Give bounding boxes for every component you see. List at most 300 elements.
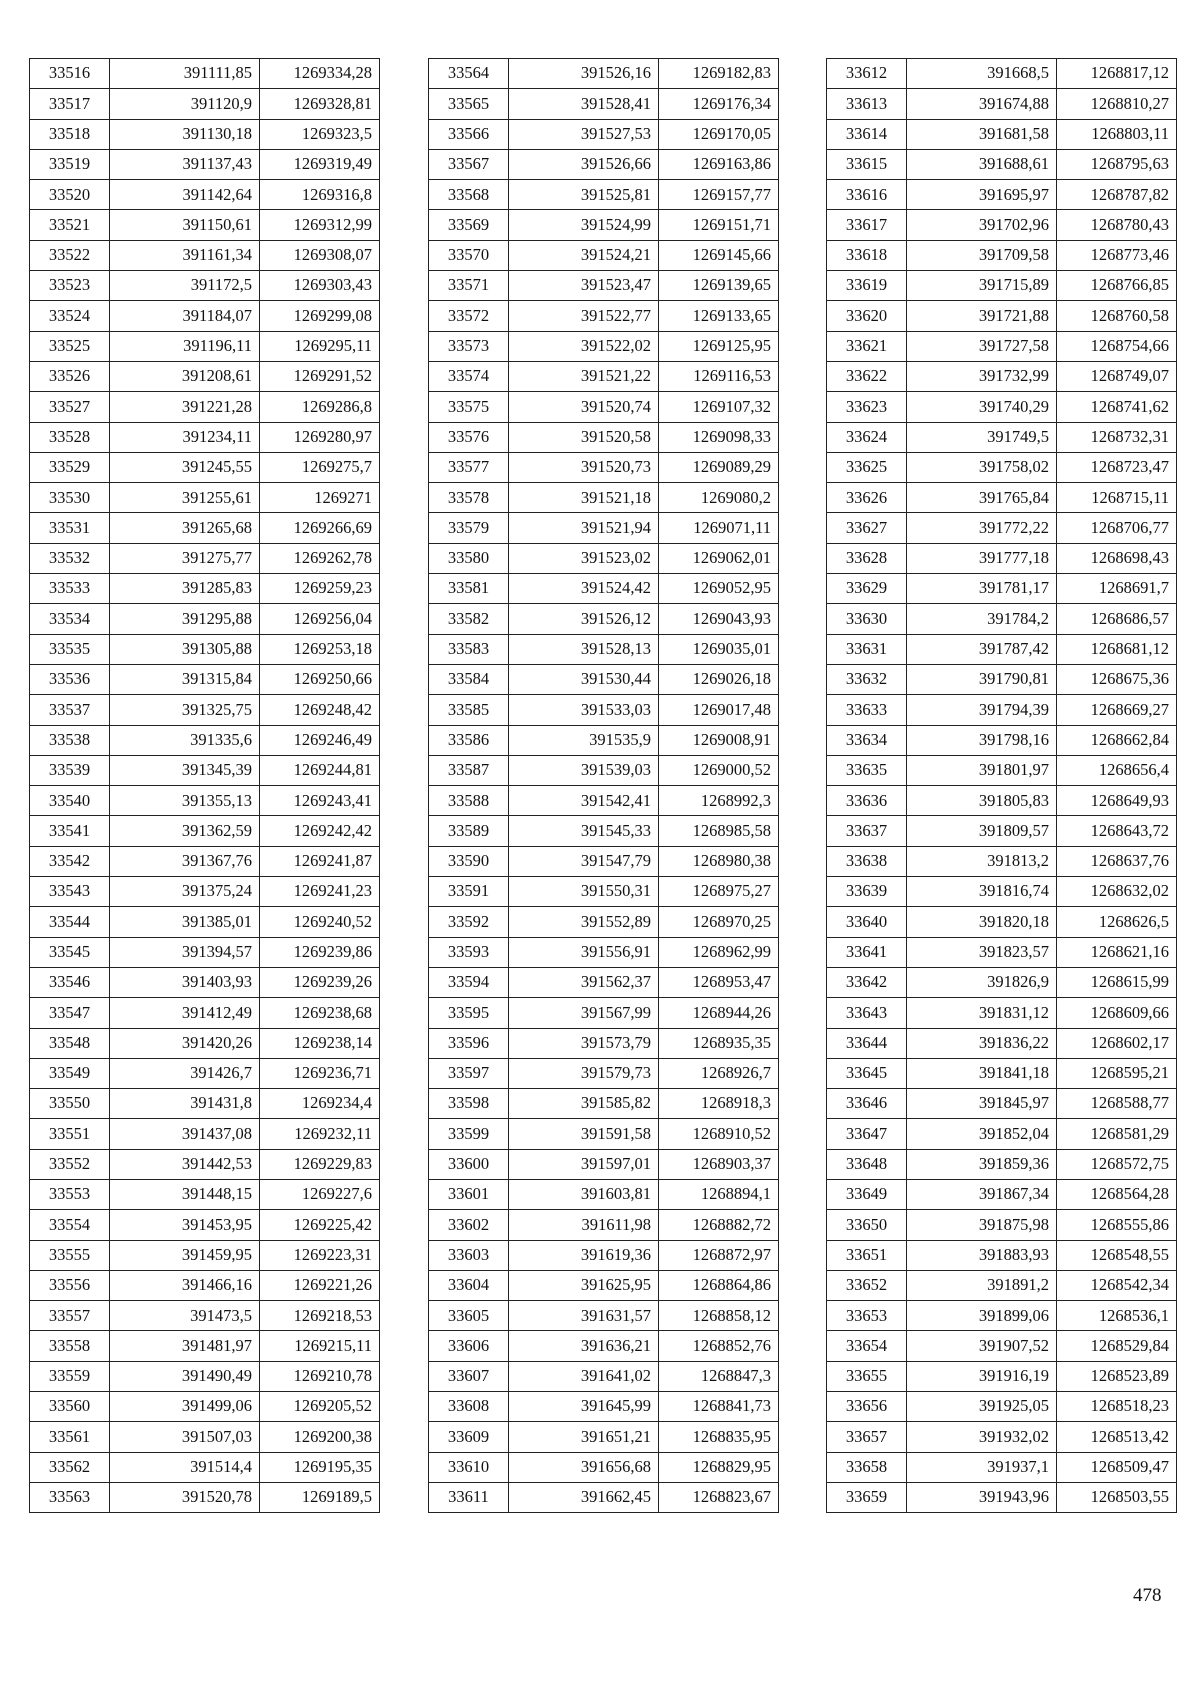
table-row bbox=[827, 89, 1177, 119]
y-coordinate-cell: 1268835,95 bbox=[659, 1422, 779, 1452]
table-row bbox=[429, 604, 779, 634]
table-row bbox=[429, 998, 779, 1028]
y-coordinate-cell: 1268926,7 bbox=[659, 1058, 779, 1088]
y-coordinate-cell: 1269043,93 bbox=[659, 604, 779, 634]
point-number-cell: 33655 bbox=[827, 1361, 907, 1391]
x-coordinate-cell: 391172,5 bbox=[110, 271, 260, 301]
x-coordinate-cell: 391688,61 bbox=[907, 149, 1057, 179]
point-number-cell: 33586 bbox=[429, 725, 509, 755]
table-row bbox=[827, 513, 1177, 543]
y-coordinate-cell: 1269151,71 bbox=[659, 210, 779, 240]
table-row bbox=[827, 452, 1177, 482]
table-row bbox=[429, 1452, 779, 1482]
table-row bbox=[827, 1089, 1177, 1119]
table-row bbox=[827, 574, 1177, 604]
y-coordinate-cell: 1268741,62 bbox=[1057, 392, 1177, 422]
point-number-cell: 33566 bbox=[429, 119, 509, 149]
point-number-cell: 33638 bbox=[827, 846, 907, 876]
x-coordinate-cell: 391355,13 bbox=[110, 786, 260, 816]
table-row bbox=[827, 1270, 1177, 1300]
x-coordinate-cell: 391727,58 bbox=[907, 331, 1057, 361]
table-row bbox=[30, 271, 380, 301]
table-row bbox=[30, 513, 380, 543]
table-row bbox=[827, 1331, 1177, 1361]
x-coordinate-cell: 391521,22 bbox=[509, 361, 659, 391]
x-coordinate-cell: 391325,75 bbox=[110, 695, 260, 725]
table-row bbox=[30, 634, 380, 664]
point-number-cell: 33627 bbox=[827, 513, 907, 543]
point-number-cell: 33553 bbox=[30, 1179, 110, 1209]
point-number-cell: 33534 bbox=[30, 604, 110, 634]
table-row bbox=[429, 1149, 779, 1179]
x-coordinate-cell: 391539,03 bbox=[509, 755, 659, 785]
x-coordinate-cell: 391550,31 bbox=[509, 877, 659, 907]
table-row bbox=[827, 1028, 1177, 1058]
table-row bbox=[827, 1179, 1177, 1209]
x-coordinate-cell: 391522,02 bbox=[509, 331, 659, 361]
point-number-cell: 33557 bbox=[30, 1301, 110, 1331]
table-row bbox=[429, 816, 779, 846]
table-row bbox=[30, 1331, 380, 1361]
y-coordinate-cell: 1269145,66 bbox=[659, 240, 779, 270]
table-row bbox=[827, 695, 1177, 725]
table-row bbox=[30, 664, 380, 694]
y-coordinate-cell: 1268649,93 bbox=[1057, 786, 1177, 816]
y-coordinate-cell: 1269218,53 bbox=[260, 1301, 380, 1331]
point-number-cell: 33544 bbox=[30, 907, 110, 937]
y-coordinate-cell: 1268970,25 bbox=[659, 907, 779, 937]
x-coordinate-cell: 391345,39 bbox=[110, 755, 260, 785]
y-coordinate-cell: 1268787,82 bbox=[1057, 180, 1177, 210]
x-coordinate-cell: 391645,99 bbox=[509, 1392, 659, 1422]
table-row bbox=[429, 1361, 779, 1391]
x-coordinate-cell: 391490,49 bbox=[110, 1361, 260, 1391]
point-number-cell: 33642 bbox=[827, 967, 907, 997]
table-row bbox=[30, 574, 380, 604]
y-coordinate-cell: 1269215,11 bbox=[260, 1331, 380, 1361]
y-coordinate-cell: 1268602,17 bbox=[1057, 1028, 1177, 1058]
y-coordinate-cell: 1268841,73 bbox=[659, 1392, 779, 1422]
x-coordinate-cell: 391816,74 bbox=[907, 877, 1057, 907]
x-coordinate-cell: 391545,33 bbox=[509, 816, 659, 846]
point-number-cell: 33597 bbox=[429, 1058, 509, 1088]
point-number-cell: 33601 bbox=[429, 1179, 509, 1209]
point-number-cell: 33518 bbox=[30, 119, 110, 149]
y-coordinate-cell: 1268795,63 bbox=[1057, 149, 1177, 179]
y-coordinate-cell: 1269303,43 bbox=[260, 271, 380, 301]
coordinates-table-3 bbox=[826, 58, 1177, 1513]
y-coordinate-cell: 1268754,66 bbox=[1057, 331, 1177, 361]
x-coordinate-cell: 391801,97 bbox=[907, 755, 1057, 785]
table-row bbox=[30, 1482, 380, 1512]
table-row bbox=[827, 392, 1177, 422]
y-coordinate-cell: 1269062,01 bbox=[659, 543, 779, 573]
table-row bbox=[429, 1422, 779, 1452]
x-coordinate-cell: 391305,88 bbox=[110, 634, 260, 664]
y-coordinate-cell: 1269253,18 bbox=[260, 634, 380, 664]
table-row bbox=[429, 361, 779, 391]
table-row bbox=[827, 664, 1177, 694]
y-coordinate-cell: 1269223,31 bbox=[260, 1240, 380, 1270]
table-row bbox=[827, 998, 1177, 1028]
table-row bbox=[827, 1240, 1177, 1270]
point-number-cell: 33609 bbox=[429, 1422, 509, 1452]
point-number-cell: 33632 bbox=[827, 664, 907, 694]
x-coordinate-cell: 391781,17 bbox=[907, 574, 1057, 604]
x-coordinate-cell: 391275,77 bbox=[110, 543, 260, 573]
x-coordinate-cell: 391823,57 bbox=[907, 937, 1057, 967]
x-coordinate-cell: 391265,68 bbox=[110, 513, 260, 543]
x-coordinate-cell: 391520,73 bbox=[509, 452, 659, 482]
table-row bbox=[827, 1119, 1177, 1149]
table-row bbox=[827, 422, 1177, 452]
point-number-cell: 33572 bbox=[429, 301, 509, 331]
point-number-cell: 33546 bbox=[30, 967, 110, 997]
point-number-cell: 33519 bbox=[30, 149, 110, 179]
x-coordinate-cell: 391523,02 bbox=[509, 543, 659, 573]
point-number-cell: 33573 bbox=[429, 331, 509, 361]
y-coordinate-cell: 1268829,95 bbox=[659, 1452, 779, 1482]
point-number-cell: 33603 bbox=[429, 1240, 509, 1270]
y-coordinate-cell: 1269205,52 bbox=[260, 1392, 380, 1422]
point-number-cell: 33650 bbox=[827, 1210, 907, 1240]
y-coordinate-cell: 1268817,12 bbox=[1057, 59, 1177, 89]
y-coordinate-cell: 1269280,97 bbox=[260, 422, 380, 452]
x-coordinate-cell: 391867,34 bbox=[907, 1179, 1057, 1209]
x-coordinate-cell: 391813,2 bbox=[907, 846, 1057, 876]
x-coordinate-cell: 391943,96 bbox=[907, 1482, 1057, 1512]
y-coordinate-cell: 1268536,1 bbox=[1057, 1301, 1177, 1331]
table-row bbox=[429, 422, 779, 452]
point-number-cell: 33594 bbox=[429, 967, 509, 997]
y-coordinate-cell: 1269312,99 bbox=[260, 210, 380, 240]
point-number-cell: 33561 bbox=[30, 1422, 110, 1452]
y-coordinate-cell: 1268615,99 bbox=[1057, 967, 1177, 997]
table-row bbox=[30, 1119, 380, 1149]
point-number-cell: 33625 bbox=[827, 452, 907, 482]
x-coordinate-cell: 391453,95 bbox=[110, 1210, 260, 1240]
table-row bbox=[827, 149, 1177, 179]
point-number-cell: 33630 bbox=[827, 604, 907, 634]
table-row bbox=[429, 664, 779, 694]
x-coordinate-cell: 391709,58 bbox=[907, 240, 1057, 270]
table-row bbox=[827, 301, 1177, 331]
table-row bbox=[30, 967, 380, 997]
table-row bbox=[429, 967, 779, 997]
x-coordinate-cell: 391784,2 bbox=[907, 604, 1057, 634]
coordinates-table-1 bbox=[29, 58, 380, 1513]
point-number-cell: 33591 bbox=[429, 877, 509, 907]
point-number-cell: 33614 bbox=[827, 119, 907, 149]
point-number-cell: 33623 bbox=[827, 392, 907, 422]
y-coordinate-cell: 1269221,26 bbox=[260, 1270, 380, 1300]
table-row bbox=[30, 1240, 380, 1270]
x-coordinate-cell: 391437,08 bbox=[110, 1119, 260, 1149]
y-coordinate-cell: 1269107,32 bbox=[659, 392, 779, 422]
table-row bbox=[30, 59, 380, 89]
table-row bbox=[30, 786, 380, 816]
point-number-cell: 33621 bbox=[827, 331, 907, 361]
point-number-cell: 33588 bbox=[429, 786, 509, 816]
y-coordinate-cell: 1268656,4 bbox=[1057, 755, 1177, 785]
point-number-cell: 33656 bbox=[827, 1392, 907, 1422]
table-row bbox=[827, 634, 1177, 664]
point-number-cell: 33537 bbox=[30, 695, 110, 725]
point-number-cell: 33516 bbox=[30, 59, 110, 89]
table-row bbox=[429, 634, 779, 664]
x-coordinate-cell: 391526,12 bbox=[509, 604, 659, 634]
x-coordinate-cell: 391749,5 bbox=[907, 422, 1057, 452]
point-number-cell: 33552 bbox=[30, 1149, 110, 1179]
table-row bbox=[827, 816, 1177, 846]
y-coordinate-cell: 1268962,99 bbox=[659, 937, 779, 967]
y-coordinate-cell: 1268872,97 bbox=[659, 1240, 779, 1270]
table-row bbox=[827, 1149, 1177, 1179]
point-number-cell: 33626 bbox=[827, 483, 907, 513]
y-coordinate-cell: 1268662,84 bbox=[1057, 725, 1177, 755]
y-coordinate-cell: 1268675,36 bbox=[1057, 664, 1177, 694]
x-coordinate-cell: 391431,8 bbox=[110, 1089, 260, 1119]
x-coordinate-cell: 391841,18 bbox=[907, 1058, 1057, 1088]
point-number-cell: 33551 bbox=[30, 1119, 110, 1149]
x-coordinate-cell: 391798,16 bbox=[907, 725, 1057, 755]
x-coordinate-cell: 391925,05 bbox=[907, 1392, 1057, 1422]
point-number-cell: 33646 bbox=[827, 1089, 907, 1119]
table-row bbox=[30, 1270, 380, 1300]
x-coordinate-cell: 391611,98 bbox=[509, 1210, 659, 1240]
x-coordinate-cell: 391375,24 bbox=[110, 877, 260, 907]
x-coordinate-cell: 391668,5 bbox=[907, 59, 1057, 89]
table-row bbox=[30, 1392, 380, 1422]
x-coordinate-cell: 391883,93 bbox=[907, 1240, 1057, 1270]
point-number-cell: 33538 bbox=[30, 725, 110, 755]
table-row bbox=[30, 1210, 380, 1240]
x-coordinate-cell: 391836,22 bbox=[907, 1028, 1057, 1058]
y-coordinate-cell: 1269262,78 bbox=[260, 543, 380, 573]
y-coordinate-cell: 1269227,6 bbox=[260, 1179, 380, 1209]
y-coordinate-cell: 1269125,95 bbox=[659, 331, 779, 361]
x-coordinate-cell: 391562,37 bbox=[509, 967, 659, 997]
x-coordinate-cell: 391859,36 bbox=[907, 1149, 1057, 1179]
point-number-cell: 33525 bbox=[30, 331, 110, 361]
y-coordinate-cell: 1268686,57 bbox=[1057, 604, 1177, 634]
x-coordinate-cell: 391234,11 bbox=[110, 422, 260, 452]
y-coordinate-cell: 1268529,84 bbox=[1057, 1331, 1177, 1361]
table-row bbox=[827, 59, 1177, 89]
y-coordinate-cell: 1268882,72 bbox=[659, 1210, 779, 1240]
point-number-cell: 33645 bbox=[827, 1058, 907, 1088]
y-coordinate-cell: 1269319,49 bbox=[260, 149, 380, 179]
point-number-cell: 33618 bbox=[827, 240, 907, 270]
point-number-cell: 33590 bbox=[429, 846, 509, 876]
x-coordinate-cell: 391522,77 bbox=[509, 301, 659, 331]
point-number-cell: 33528 bbox=[30, 422, 110, 452]
table-row bbox=[429, 574, 779, 604]
y-coordinate-cell: 1268858,12 bbox=[659, 1301, 779, 1331]
point-number-cell: 33592 bbox=[429, 907, 509, 937]
y-coordinate-cell: 1268588,77 bbox=[1057, 1089, 1177, 1119]
y-coordinate-cell: 1268595,21 bbox=[1057, 1058, 1177, 1088]
x-coordinate-cell: 391403,93 bbox=[110, 967, 260, 997]
table-row bbox=[30, 816, 380, 846]
point-number-cell: 33547 bbox=[30, 998, 110, 1028]
y-coordinate-cell: 1269248,42 bbox=[260, 695, 380, 725]
x-coordinate-cell: 391787,42 bbox=[907, 634, 1057, 664]
y-coordinate-cell: 1269246,49 bbox=[260, 725, 380, 755]
x-coordinate-cell: 391111,85 bbox=[110, 59, 260, 89]
x-coordinate-cell: 391499,06 bbox=[110, 1392, 260, 1422]
x-coordinate-cell: 391547,79 bbox=[509, 846, 659, 876]
y-coordinate-cell: 1268903,37 bbox=[659, 1149, 779, 1179]
x-coordinate-cell: 391367,76 bbox=[110, 846, 260, 876]
x-coordinate-cell: 391597,01 bbox=[509, 1149, 659, 1179]
table-row bbox=[429, 271, 779, 301]
table-row bbox=[429, 513, 779, 543]
x-coordinate-cell: 391524,99 bbox=[509, 210, 659, 240]
point-number-cell: 33517 bbox=[30, 89, 110, 119]
point-number-cell: 33605 bbox=[429, 1301, 509, 1331]
x-coordinate-cell: 391285,83 bbox=[110, 574, 260, 604]
x-coordinate-cell: 391394,57 bbox=[110, 937, 260, 967]
table-row bbox=[827, 1058, 1177, 1088]
x-coordinate-cell: 391937,1 bbox=[907, 1452, 1057, 1482]
x-coordinate-cell: 391524,21 bbox=[509, 240, 659, 270]
point-number-cell: 33631 bbox=[827, 634, 907, 664]
x-coordinate-cell: 391631,57 bbox=[509, 1301, 659, 1331]
table-row bbox=[30, 543, 380, 573]
x-coordinate-cell: 391674,88 bbox=[907, 89, 1057, 119]
point-number-cell: 33543 bbox=[30, 877, 110, 907]
point-number-cell: 33549 bbox=[30, 1058, 110, 1088]
point-number-cell: 33567 bbox=[429, 149, 509, 179]
table-row bbox=[827, 786, 1177, 816]
x-coordinate-cell: 391527,53 bbox=[509, 119, 659, 149]
table-row bbox=[827, 1210, 1177, 1240]
table-row bbox=[827, 1452, 1177, 1482]
x-coordinate-cell: 391567,99 bbox=[509, 998, 659, 1028]
x-coordinate-cell: 391852,04 bbox=[907, 1119, 1057, 1149]
y-coordinate-cell: 1268780,43 bbox=[1057, 210, 1177, 240]
table-row bbox=[429, 1119, 779, 1149]
x-coordinate-cell: 391715,89 bbox=[907, 271, 1057, 301]
y-coordinate-cell: 1269189,5 bbox=[260, 1482, 380, 1512]
point-number-cell: 33593 bbox=[429, 937, 509, 967]
x-coordinate-cell: 391875,98 bbox=[907, 1210, 1057, 1240]
y-coordinate-cell: 1268732,31 bbox=[1057, 422, 1177, 452]
point-number-cell: 33539 bbox=[30, 755, 110, 785]
table-row bbox=[30, 1149, 380, 1179]
y-coordinate-cell: 1269200,38 bbox=[260, 1422, 380, 1452]
point-number-cell: 33522 bbox=[30, 240, 110, 270]
point-number-cell: 33615 bbox=[827, 149, 907, 179]
point-number-cell: 33523 bbox=[30, 271, 110, 301]
point-number-cell: 33530 bbox=[30, 483, 110, 513]
x-coordinate-cell: 391585,82 bbox=[509, 1089, 659, 1119]
y-coordinate-cell: 1269026,18 bbox=[659, 664, 779, 694]
x-coordinate-cell: 391385,01 bbox=[110, 907, 260, 937]
point-number-cell: 33582 bbox=[429, 604, 509, 634]
table-row bbox=[429, 301, 779, 331]
y-coordinate-cell: 1269163,86 bbox=[659, 149, 779, 179]
y-coordinate-cell: 1268503,55 bbox=[1057, 1482, 1177, 1512]
table-row bbox=[827, 1422, 1177, 1452]
y-coordinate-cell: 1269271 bbox=[260, 483, 380, 513]
point-number-cell: 33578 bbox=[429, 483, 509, 513]
y-coordinate-cell: 1269316,8 bbox=[260, 180, 380, 210]
table-row bbox=[827, 937, 1177, 967]
page-number: 478 bbox=[1133, 1585, 1162, 1606]
x-coordinate-cell: 391362,59 bbox=[110, 816, 260, 846]
x-coordinate-cell: 391591,58 bbox=[509, 1119, 659, 1149]
point-number-cell: 33560 bbox=[30, 1392, 110, 1422]
x-coordinate-cell: 391573,79 bbox=[509, 1028, 659, 1058]
table-row bbox=[827, 1361, 1177, 1391]
point-number-cell: 33629 bbox=[827, 574, 907, 604]
table-row bbox=[30, 392, 380, 422]
point-number-cell: 33640 bbox=[827, 907, 907, 937]
table-row bbox=[30, 149, 380, 179]
x-coordinate-cell: 391845,97 bbox=[907, 1089, 1057, 1119]
point-number-cell: 33608 bbox=[429, 1392, 509, 1422]
y-coordinate-cell: 1268723,47 bbox=[1057, 452, 1177, 482]
x-coordinate-cell: 391520,74 bbox=[509, 392, 659, 422]
table-row bbox=[827, 604, 1177, 634]
x-coordinate-cell: 391831,12 bbox=[907, 998, 1057, 1028]
table-row bbox=[827, 240, 1177, 270]
point-number-cell: 33620 bbox=[827, 301, 907, 331]
point-number-cell: 33607 bbox=[429, 1361, 509, 1391]
y-coordinate-cell: 1268609,66 bbox=[1057, 998, 1177, 1028]
y-coordinate-cell: 1269286,8 bbox=[260, 392, 380, 422]
y-coordinate-cell: 1268944,26 bbox=[659, 998, 779, 1028]
y-coordinate-cell: 1269017,48 bbox=[659, 695, 779, 725]
y-coordinate-cell: 1268564,28 bbox=[1057, 1179, 1177, 1209]
table-row bbox=[827, 331, 1177, 361]
x-coordinate-cell: 391603,81 bbox=[509, 1179, 659, 1209]
point-number-cell: 33556 bbox=[30, 1270, 110, 1300]
x-coordinate-cell: 391245,55 bbox=[110, 452, 260, 482]
x-coordinate-cell: 391656,68 bbox=[509, 1452, 659, 1482]
x-coordinate-cell: 391794,39 bbox=[907, 695, 1057, 725]
point-number-cell: 33585 bbox=[429, 695, 509, 725]
table-row bbox=[30, 1058, 380, 1088]
point-number-cell: 33526 bbox=[30, 361, 110, 391]
y-coordinate-cell: 1268555,86 bbox=[1057, 1210, 1177, 1240]
x-coordinate-cell: 391466,16 bbox=[110, 1270, 260, 1300]
point-number-cell: 33563 bbox=[30, 1482, 110, 1512]
x-coordinate-cell: 391732,99 bbox=[907, 361, 1057, 391]
table-row bbox=[429, 1392, 779, 1422]
point-number-cell: 33562 bbox=[30, 1452, 110, 1482]
table-row bbox=[30, 361, 380, 391]
table-row bbox=[30, 452, 380, 482]
y-coordinate-cell: 1268691,7 bbox=[1057, 574, 1177, 604]
y-coordinate-cell: 1268910,52 bbox=[659, 1119, 779, 1149]
y-coordinate-cell: 1269241,23 bbox=[260, 877, 380, 907]
y-coordinate-cell: 1268760,58 bbox=[1057, 301, 1177, 331]
table-row bbox=[30, 1452, 380, 1482]
table-row bbox=[429, 392, 779, 422]
x-coordinate-cell: 391702,96 bbox=[907, 210, 1057, 240]
point-number-cell: 33540 bbox=[30, 786, 110, 816]
y-coordinate-cell: 1268509,47 bbox=[1057, 1452, 1177, 1482]
point-number-cell: 33654 bbox=[827, 1331, 907, 1361]
y-coordinate-cell: 1269259,23 bbox=[260, 574, 380, 604]
point-number-cell: 33600 bbox=[429, 1149, 509, 1179]
table-row bbox=[429, 1089, 779, 1119]
x-coordinate-cell: 391765,84 bbox=[907, 483, 1057, 513]
y-coordinate-cell: 1268749,07 bbox=[1057, 361, 1177, 391]
